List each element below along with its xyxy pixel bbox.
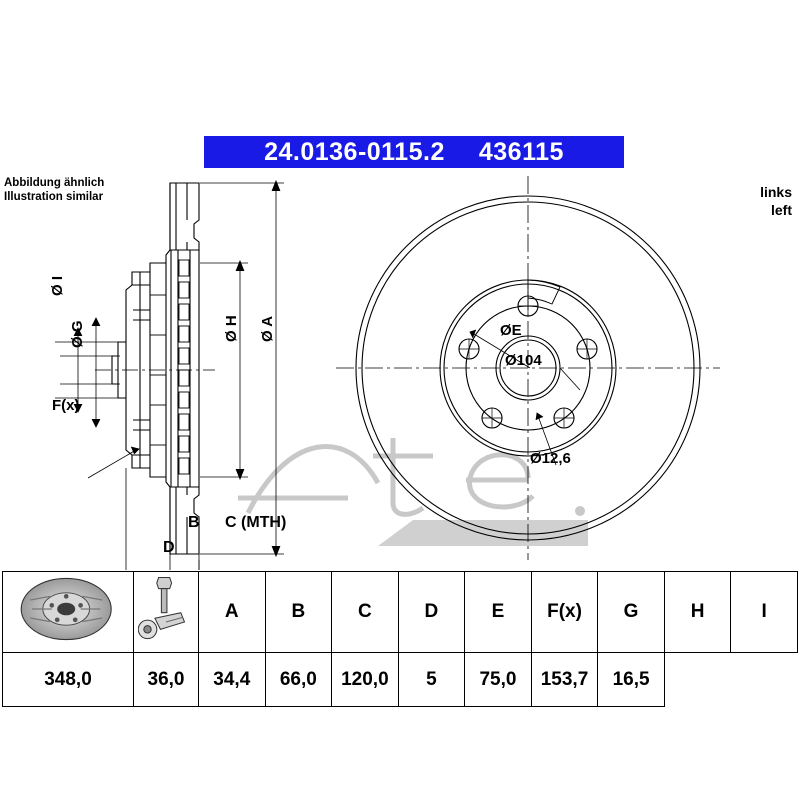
label-dia-12-6: Ø12,6 xyxy=(530,450,571,467)
table-cell-value: 34,4 xyxy=(199,653,266,707)
specification-table xyxy=(2,571,798,690)
table-col-header: D xyxy=(398,572,465,653)
illustration-note-en: Illustration similar xyxy=(4,191,104,203)
table-cell-value: 66,0 xyxy=(265,653,332,707)
table-cell-value: 36,0 xyxy=(134,653,199,707)
reference-number: 436115 xyxy=(478,137,564,166)
table-cell-value: 75,0 xyxy=(465,653,532,707)
table-col-header: H xyxy=(664,572,731,653)
label-b: B xyxy=(188,514,200,531)
table-col-header: E xyxy=(465,572,532,653)
table-cell-value: 120,0 xyxy=(332,653,399,707)
label-fx: F(x) xyxy=(52,397,80,414)
label-d: D xyxy=(163,539,175,556)
part-number: 24.0136-0115.2 xyxy=(264,137,445,166)
label-dia-g: Ø G xyxy=(69,320,86,348)
label-dia-h: Ø H xyxy=(223,315,240,342)
brake-disc-drawing xyxy=(0,120,800,570)
brake-disc-icon xyxy=(9,573,127,645)
table-header-row xyxy=(3,572,798,653)
side-note-en: left xyxy=(771,202,792,218)
dim-b xyxy=(148,554,221,570)
table-cell-value: 16,5 xyxy=(598,653,665,707)
dim-fx xyxy=(88,447,139,478)
label-dia-104: Ø104 xyxy=(505,352,542,369)
dim-dia-a xyxy=(200,181,287,556)
table-cell-value: 5 xyxy=(398,653,465,707)
table-col-header: C xyxy=(332,572,399,653)
table-col-header: I xyxy=(731,572,798,653)
table-col-header: F(x) xyxy=(531,572,598,653)
illustration-note-de: Abbildung ähnlich xyxy=(4,177,105,189)
label-dia-e: ØE xyxy=(500,322,522,339)
table-col-header: G xyxy=(598,572,665,653)
table-cell-value: 348,0 xyxy=(3,653,134,707)
leader-dia-104 xyxy=(560,368,580,390)
disc-section-view xyxy=(112,183,199,554)
bolt-and-caliper-icon xyxy=(138,572,194,646)
label-dia-i: Ø I xyxy=(49,275,66,296)
table-row xyxy=(3,653,798,707)
brake-disc-icon-cell xyxy=(3,572,134,653)
side-note-de: links xyxy=(760,184,792,200)
label-dia-a: Ø A xyxy=(259,315,276,342)
table-col-header: A xyxy=(199,572,266,653)
table-col-header: B xyxy=(265,572,332,653)
bolt-and-caliper-icon-cell xyxy=(134,572,199,653)
label-c-mth: C (MTH) xyxy=(225,514,287,531)
table-cell-value: 153,7 xyxy=(531,653,598,707)
